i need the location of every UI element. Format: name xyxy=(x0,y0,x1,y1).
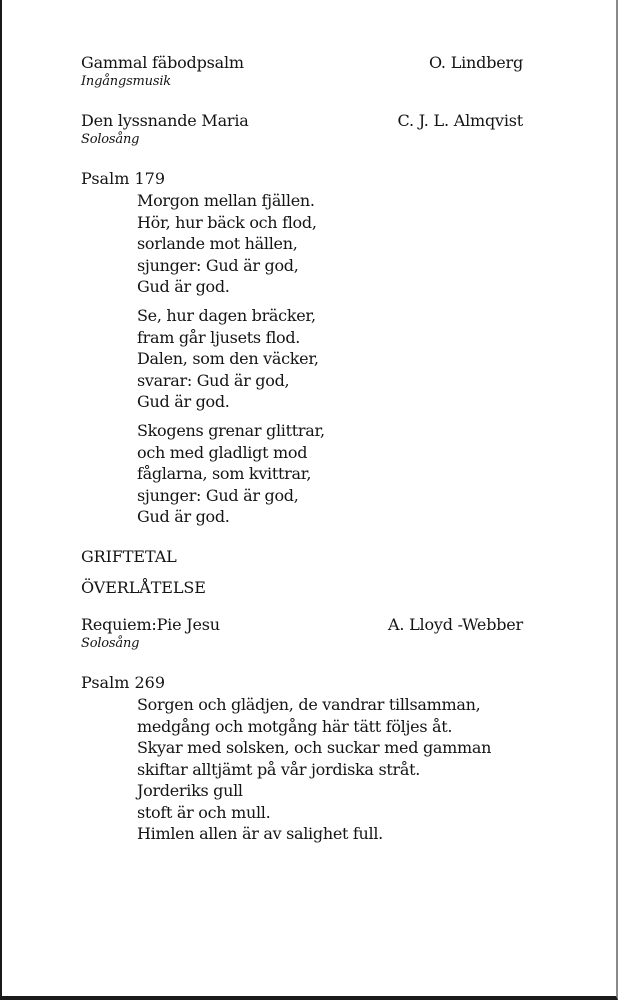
spacer xyxy=(81,538,523,546)
verse xyxy=(137,190,523,298)
item-title: Den lyssnande Maria xyxy=(81,111,249,130)
verse-line: sjunger: Gud är god, xyxy=(137,485,299,505)
verse-line: stoft är och mull. xyxy=(137,802,271,822)
item-subtitle: Ingångsmusik xyxy=(81,74,171,89)
verse-line: Hör, hur bäck och flod, xyxy=(137,212,317,232)
item-composer: A. Lloyd -Webber xyxy=(387,614,523,634)
verse-line: Se, hur dagen bräcker, xyxy=(137,305,316,325)
hymn-179 xyxy=(81,168,523,528)
verse-line: Morgon mellan fjällen. xyxy=(137,191,315,210)
hymn-verses xyxy=(81,694,523,845)
verse-line: sorlande mot hällen, xyxy=(137,234,298,254)
verse-line: Gud är god. xyxy=(137,507,230,527)
program-item xyxy=(81,110,523,149)
verse-line: fåglarna, som kvittrar, xyxy=(137,464,312,484)
hymn-title: Psalm 179 xyxy=(81,169,165,188)
item-title: Gammal fäbodpsalm xyxy=(81,53,244,72)
verse-line: sjunger: Gud är god, xyxy=(137,255,299,275)
hymn-title: Psalm 269 xyxy=(81,672,165,692)
section-heading-overlatelse: ÖVERLÅTELSE xyxy=(81,577,206,597)
verse-line: skiftar alltjämt på vår jordiska stråt. xyxy=(137,759,420,779)
verse-line: Himlen allen är av salighet full. xyxy=(137,824,383,844)
item-subtitle: Solosång xyxy=(81,132,140,147)
item-title: Requiem:Pie Jesu xyxy=(81,614,220,634)
item-composer: O. Lindberg xyxy=(428,53,523,72)
verse-line: medgång och motgång här tätt följes åt. xyxy=(137,716,453,736)
program-item xyxy=(81,614,523,653)
verse xyxy=(137,305,523,413)
verse xyxy=(137,420,523,528)
program-item-row xyxy=(81,110,523,131)
hymn-verses xyxy=(81,190,523,528)
verse-line: och med gladligt mod xyxy=(137,442,308,462)
item-composer: C. J. L. Almqvist xyxy=(397,111,523,130)
verse-line: Gud är god. xyxy=(137,277,230,297)
verse-line: Sorgen och glädjen, de vandrar tillsamman, xyxy=(137,694,481,714)
verse-line: fram går ljusets flod. xyxy=(137,327,301,347)
verse-line: svarar: Gud är god, xyxy=(137,370,290,390)
program-item xyxy=(81,52,523,91)
verse-line: Skogens grenar glittrar, xyxy=(137,420,325,440)
program-item-row xyxy=(81,52,523,73)
verse-line: Skyar med solsken, och suckar med gamman xyxy=(137,738,492,758)
verse-line: Jorderiks gull xyxy=(137,781,243,801)
section-heading-griftetal: GRIFTETAL xyxy=(81,546,177,566)
program-content xyxy=(81,52,523,855)
hymn-269 xyxy=(81,672,523,845)
program-item-row xyxy=(81,614,523,635)
verse-line: Gud är god. xyxy=(137,392,230,412)
verse-line: Dalen, som den väcker, xyxy=(137,349,319,369)
item-subtitle: Solosång xyxy=(81,635,140,651)
